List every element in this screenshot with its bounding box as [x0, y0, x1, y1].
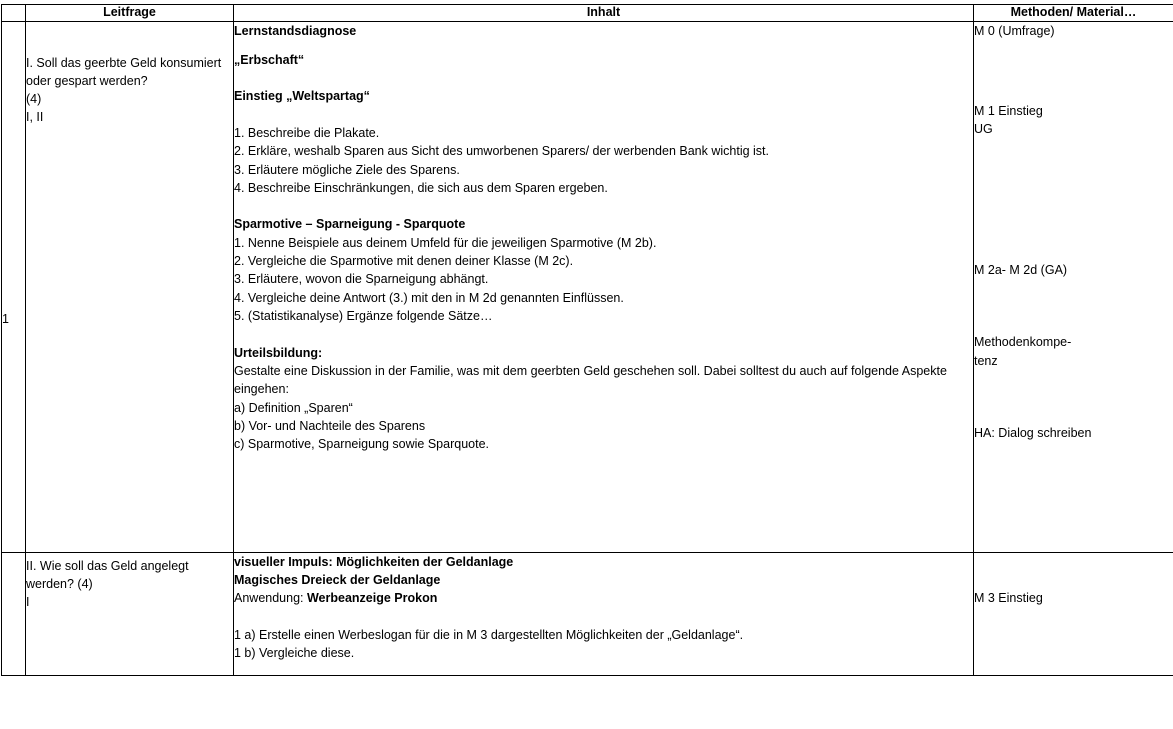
anwendung-label: Anwendung: — [234, 591, 307, 605]
einstieg-item: 3. Erläutere mögliche Ziele des Sparens. — [234, 161, 973, 179]
sparmotive-item: 2. Vergleiche die Sparmotive mit denen deiner Klasse (M 2c). — [234, 252, 973, 270]
row-number-cell — [2, 21, 26, 552]
sparmotive-item: 1. Nenne Beispiele aus deinem Umfeld für die jeweiligen Sparmotive (M 2b). — [234, 234, 973, 252]
table-header — [2, 5, 1173, 22]
leitfrage-title: I. Soll das geerbte Geld konsumiert oder gespart werden? — [26, 54, 233, 90]
methoden-item: M 3 Einstieg — [974, 589, 1173, 607]
methoden-item: M 0 (Umfrage) — [974, 22, 1173, 40]
leitfrage-title: II. Wie soll das Geld angelegt werden? (4) — [26, 557, 233, 593]
methoden-cell — [974, 21, 1173, 552]
anwendung-line — [234, 589, 973, 607]
table-header-row — [2, 5, 1173, 22]
visueller-impuls: visueller Impuls: Möglichkeiten der Geldanlage — [234, 553, 973, 571]
methoden-cell — [974, 552, 1173, 675]
header-cell-leitfrage: Leitfrage — [26, 5, 234, 22]
sparmotive-item: 4. Vergleiche deine Antwort (3.) mit den in M 2d genannten Einflüssen. — [234, 289, 973, 307]
aufgabe-item: 1 a) Erstelle einen Werbeslogan für die in M 3 dargestellten Möglichkeiten der „Geldanlage“. — [234, 626, 973, 644]
sparmotive-item: 3. Erläutere, wovon die Sparneigung abhängt. — [234, 270, 973, 288]
anwendung-value: Werbeanzeige Prokon — [307, 591, 437, 605]
urteilsbildung-heading: Urteilsbildung: — [234, 344, 973, 362]
lernstandsdiagnose-topic: „Erbschaft“ — [234, 51, 973, 69]
table-row — [2, 552, 1173, 675]
sparmotive-heading: Sparmotive – Sparneigung - Sparquote — [234, 215, 973, 233]
methoden-item: M 2a- M 2d (GA) — [974, 261, 1173, 279]
lesson-plan-table — [1, 4, 1173, 676]
einstieg-item: 4. Beschreibe Einschränkungen, die sich aus dem Sparen ergeben. — [234, 179, 973, 197]
methoden-item: tenz — [974, 352, 1173, 370]
einstieg-heading: Einstieg „Weltspartag“ — [234, 87, 973, 105]
row-number-cell — [2, 552, 26, 675]
leitfrage-cell — [26, 552, 234, 675]
row-number: 1 — [2, 22, 25, 326]
einstieg-item: 1. Beschreibe die Plakate. — [234, 124, 973, 142]
urteilsbildung-item: b) Vor- und Nachteile des Sparens — [234, 417, 973, 435]
leitfrage-cell — [26, 21, 234, 552]
leitfrage-refs: I — [26, 593, 233, 611]
document-page — [0, 4, 1173, 729]
header-cell-methoden: Methoden/ Material… — [974, 5, 1173, 22]
magisches-dreieck: Magisches Dreieck der Geldanlage — [234, 571, 973, 589]
table-body — [2, 21, 1173, 675]
methoden-item: HA: Dialog schreiben — [974, 424, 1173, 442]
urteilsbildung-item: a) Definition „Sparen“ — [234, 399, 973, 417]
methoden-item: M 1 Einstieg — [974, 102, 1173, 120]
inhalt-cell — [234, 21, 974, 552]
urteilsbildung-item: c) Sparmotive, Sparneigung sowie Sparquote. — [234, 435, 973, 453]
inhalt-cell — [234, 552, 974, 675]
header-cell-inhalt: Inhalt — [234, 5, 974, 22]
lernstandsdiagnose-heading: Lernstandsdiagnose — [234, 22, 973, 40]
table-row — [2, 21, 1173, 552]
leitfrage-refs: I, II — [26, 108, 233, 126]
methoden-item: UG — [974, 120, 1173, 138]
header-cell-index — [2, 5, 26, 22]
urteilsbildung-intro: Gestalte eine Diskussion in der Familie, was mit dem geerbten Geld geschehen soll. Dabei solltest du auch auf folgende Aspekte eingehen: — [234, 362, 973, 399]
methoden-item: Methodenkompe- — [974, 333, 1173, 351]
einstieg-item: 2. Erkläre, weshalb Sparen aus Sicht des umworbenen Sparers/ der werbenden Bank wichtig ist. — [234, 142, 973, 160]
leitfrage-count: (4) — [26, 90, 233, 108]
aufgabe-item: 1 b) Vergleiche diese. — [234, 644, 973, 662]
sparmotive-item: 5. (Statistikanalyse) Ergänze folgende Sätze… — [234, 307, 973, 325]
